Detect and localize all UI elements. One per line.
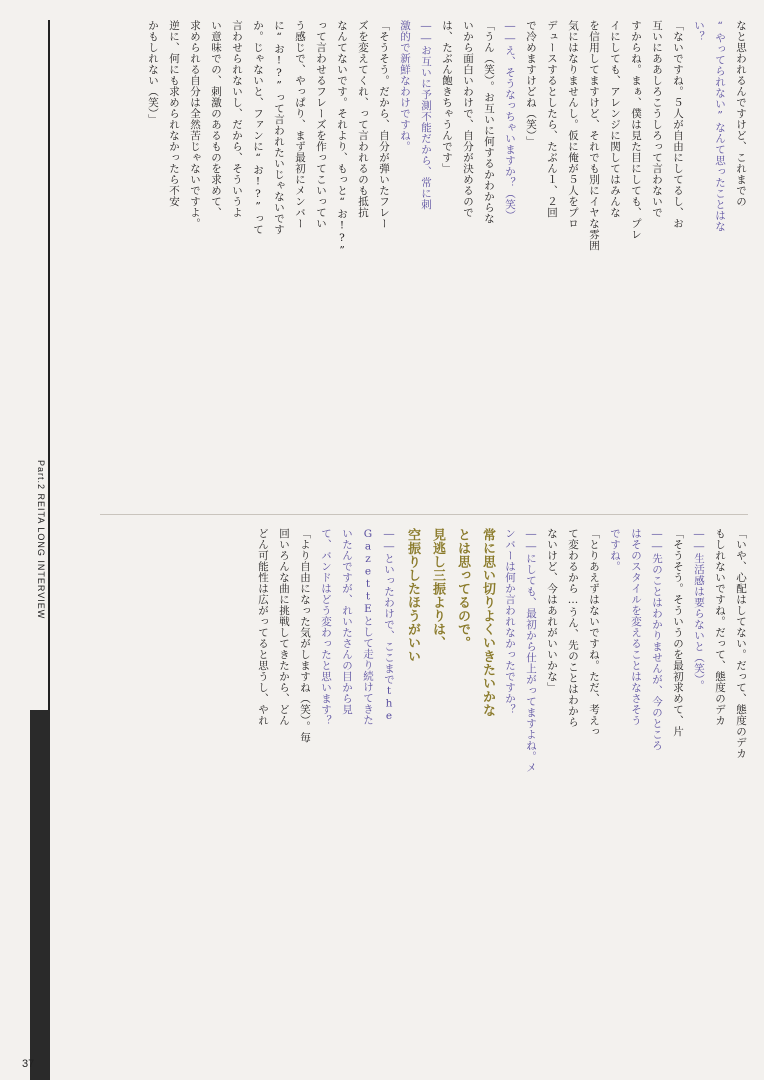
interview-question-line: ――え、そうなっちゃいますか？（笑）: [504, 20, 516, 221]
interview-answer-line: 気にはなりませんし。仮に俺が５人をプロ: [567, 20, 579, 229]
pull-quote-line: 空振りしたほうがいい: [405, 528, 420, 663]
interview-answer-line: 「そうそう。そういうのを最初求めて、片: [672, 528, 684, 737]
interview-question-line: ――といったわけで、ここまでthe: [383, 528, 395, 723]
interview-answer-line: を信用してますけど、それでも別にイヤな雰囲: [588, 20, 600, 251]
interview-question-line: ンバーは何か言われなかったですか？: [504, 528, 516, 715]
interview-question-line: GazettEとして走り続けてきた: [362, 528, 374, 726]
section-divider: [100, 514, 748, 515]
interview-answer-line: なと思われるんですけど、これまでの: [735, 20, 747, 207]
interview-question-line: ――先のことはわかりませんが、今のところ: [651, 528, 663, 751]
upper-text-block: [100, 20, 748, 508]
section-sidebar: [30, 20, 50, 1060]
interview-question-line: い？: [693, 20, 705, 42]
interview-answer-line: か。じゃないと、ファンに“お!?”って: [252, 20, 264, 235]
interview-answer-line: 「ないですね。５人が自由にしてるし、お: [672, 20, 684, 229]
interview-answer-line: 回いろんな曲に挑戦してきたから、どん: [278, 528, 290, 726]
interview-answer-line: 求められる自分は全然苦じゃないですよ。: [189, 20, 201, 229]
interview-answer-line: で冷めますけどね（笑）」: [525, 20, 537, 147]
interview-answer-line: もしれないですね。だって、態度のデカ: [714, 528, 726, 726]
interview-question-line: 激的で新鮮なわけですね。: [399, 20, 411, 152]
interview-answer-line: なんてないです。それより、もっと“お!?”: [336, 20, 348, 257]
page-number: 37: [22, 1058, 35, 1070]
interview-answer-line: て変わるから…うん、先のことはわから: [567, 528, 579, 728]
interview-question-line: ですね。: [609, 528, 621, 572]
interview-answer-line: デュースするとしたら、たぶん１、２回: [546, 20, 558, 218]
interview-answer-line: 「いや、心配はしてない。だって、態度のデカ: [735, 528, 747, 759]
interview-answer-line: 「より自由になった気がしますね（笑）。毎: [299, 528, 311, 743]
pull-quote-line: とは思ってるので。: [455, 528, 470, 650]
interview-question-line: はそのスタイルを変えることはなさそう: [630, 528, 642, 726]
interview-answer-line: ないけど、今はあれがいいかな」: [546, 528, 558, 693]
interview-answer-line: どん可能性は広がってると思うし、やれ: [257, 528, 269, 726]
section-label: Part.2 REITA LONG INTERVIEW: [36, 460, 46, 620]
interview-answer-line: は、たぶん飽きちゃうんです」: [441, 20, 453, 174]
pull-quote-line: 常に思い切りよくいきたいかな: [480, 528, 495, 717]
sidebar-decoration: [30, 710, 50, 1080]
interview-answer-line: 言わせられないし、だから、そういうよ: [231, 20, 243, 218]
interview-answer-line: かもしれない（笑）」: [147, 20, 159, 125]
interview-question-line: ――お互いに予測不能だから、常に刺: [420, 20, 432, 210]
interview-answer-line: すからね。まぁ、僕は見た目にしても、プレ: [630, 20, 642, 240]
interview-answer-line: ズを変えてくれ、って言われるのも抵抗: [357, 20, 369, 218]
interview-question-line: “やってられない”なんて思ったことはな: [714, 20, 726, 232]
interview-answer-line: に“お!?”って言われたいじゃないです: [273, 20, 285, 235]
interview-answer-line: って言わせるフレーズを作ってこいってい: [315, 20, 327, 229]
interview-question-line: て、バンドはどう変わったと思います？: [320, 528, 332, 726]
interview-question-line: ――にしても、最初から仕上がってますよね。メ: [525, 528, 537, 773]
interview-answer-line: 逆に、何にも求められなかったら不安: [168, 20, 180, 207]
interview-answer-line: 「うん（笑）。お互いに何するかわからな: [483, 20, 495, 224]
interview-question-line: ――生活感は要らないと（笑）。: [693, 528, 705, 691]
interview-answer-line: い意味での、刺激のあるものを求めて、: [210, 20, 222, 218]
lower-text-block: [100, 528, 748, 1066]
interview-answer-line: いから面白いわけで、自分が決めるので: [462, 20, 474, 218]
interview-answer-line: う感じで、やっぱり、まず最初にメンバー: [294, 20, 306, 229]
interview-answer-line: 「そうそう。だから、自分が弾いたフレー: [378, 20, 390, 229]
interview-question-line: いたんですが、れいたさんの目から見: [341, 528, 353, 715]
interview-answer-line: 「とりあえずはないですね。ただ、考えっ: [588, 528, 600, 737]
interview-answer-line: 互いにああしろこうしろって言わないで: [651, 20, 663, 218]
interview-answer-line: イにしても、アレンジに関してはみんな: [609, 20, 621, 218]
pull-quote-line: 見逃し三振よりは、: [430, 528, 445, 650]
